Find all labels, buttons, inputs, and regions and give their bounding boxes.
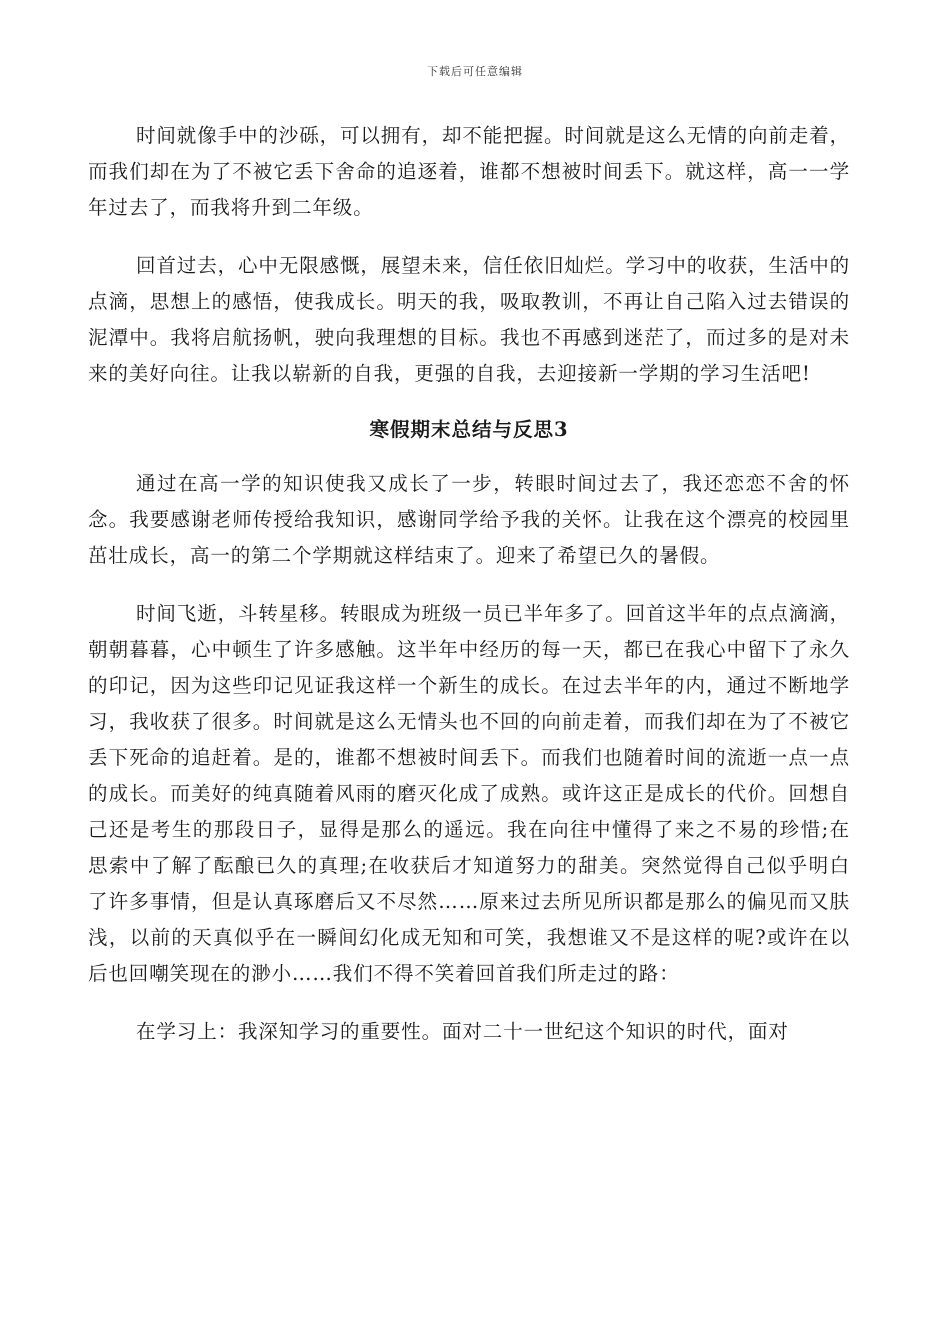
paragraph: 时间飞逝，斗转星移。转眼成为班级一员已半年多了。回首这半年的点点滴滴，朝朝暮暮，心中顿生了许多感触。这半年中经历的每一天，都已在我心中留下了永久的印记，因为这些印记见证我这样一个新生的成长。在过去半年的内，通过不断地学习，我收获了很多。时间就是这么无情头也不回的向前走着，而我们却在为了不被它丢下死命的追赶着。是的，谁都不想被时间丢下。而我们也随着时间的流逝一点一点的成长。而美好的纯真随着风雨的磨灭化成了成熟。或许这正是成长的代价。回想自己还是考生的那段日子，显得是那么的遥远。我在向往中懂得了来之不易的珍惜;在思索中了解了酝酿已久的真理;在收获后才知道努力的甜美。突然觉得自己似乎明白了许多事情，但是认真琢磨后又不尽然……原来过去所见所识都是那么的偏见而又肤浅，以前的天真似乎在一瞬间幻化成无知和可笑，我想谁又不是这样的呢?或许在以后也回嘲笑现在的渺小……我们不得不笑着回首我们所走过的路： — [88, 602, 851, 985]
paragraph: 通过在高一学的知识使我又成长了一步，转眼时间过去了，我还恋恋不舍的怀念。我要感谢老师传授给我知识，感谢同学给予我的关怀。让我在这个漂亮的校园里茁壮成长，高一的第二个学期就这样结束了。迎来了希望已久的暑假。 — [88, 472, 850, 567]
document-body — [88, 118, 850, 1050]
section-title: 寒假期末总结与反思3 — [369, 418, 569, 441]
page-header: 下载后可任意编辑 — [427, 65, 523, 78]
paragraph: 在学习上：我深知学习的重要性。面对二十一世纪这个知识的时代，面对 — [136, 1020, 789, 1043]
paragraph: 时间就像手中的沙砾，可以拥有，却不能把握。时间就是这么无情的向前走着，而我们却在为了不被它丢下舍命的追逐着，谁都不想被时间丢下。就这样，高一一学年过去了，而我将升到二年级。 — [88, 124, 851, 219]
paragraph: 回首过去，心中无限感慨，展望未来，信任依旧灿烂。学习中的收获，生活中的点滴，思想上的感悟，使我成长。明天的我，吸取教训，不再让自己陷入过去错误的泥潭中。我将启航扬帆，驶向我理想的目标。我也不再感到迷茫了，而过多的是对未来的美好向往。让我以崭新的自我，更强的自我，去迎接新一学期的学习生活吧! — [88, 254, 851, 385]
